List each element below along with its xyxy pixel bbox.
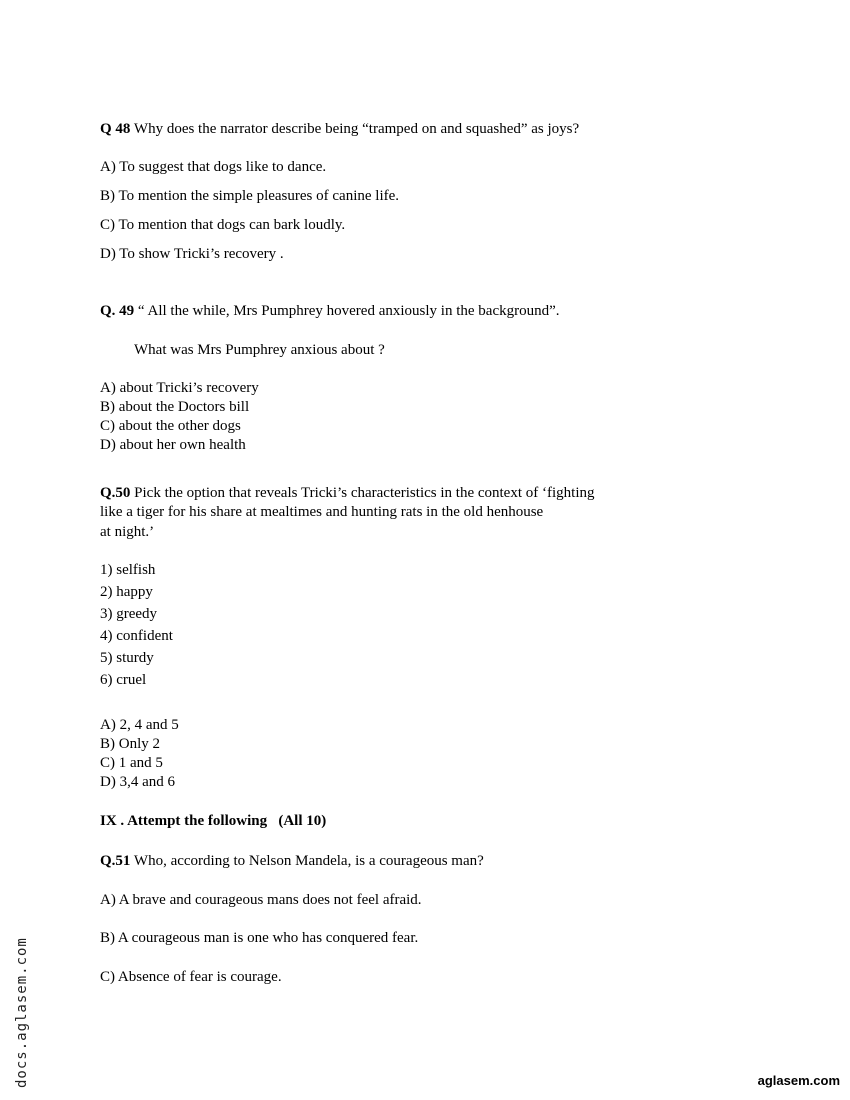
- question-50: [100, 484, 594, 502]
- trait-item: 2) happy: [100, 584, 153, 600]
- question-number: Q 48: [100, 121, 131, 137]
- option-d: D) 3,4 and 6: [100, 774, 175, 790]
- trait-item: 3) greedy: [100, 606, 158, 622]
- trait-item: 1) selfish: [100, 562, 156, 578]
- option-a: A) A brave and courageous mans does not feel afraid.: [100, 892, 422, 908]
- trait-item: 4) confident: [100, 628, 173, 644]
- option-d: D) about her own health: [100, 437, 246, 453]
- option-b: B) To mention the simple pleasures of canine life.: [100, 188, 400, 204]
- option-c: C) about the other dogs: [100, 418, 241, 434]
- question-51: [100, 852, 484, 870]
- side-watermark: docs.aglasem.com: [14, 937, 30, 1088]
- trait-item: 6) cruel: [100, 672, 147, 688]
- question-48: [100, 120, 579, 138]
- question-number: Q.50: [100, 485, 131, 501]
- option-c: C) 1 and 5: [100, 755, 163, 771]
- question-text-line-2: like a tiger for his share at mealtimes and hunting rats in the old henhouse: [100, 504, 544, 520]
- option-b: B) about the Doctors bill: [100, 399, 250, 415]
- question-quote: “ All the while, Mrs Pumphrey hovered anxiously in the background”.: [137, 303, 560, 319]
- trait-item: 5) sturdy: [100, 650, 154, 666]
- question-text-line-3: at night.’: [100, 524, 155, 540]
- option-b: B) A courageous man is one who has conquered fear.: [100, 930, 419, 946]
- brand-watermark: aglasem.com: [757, 1073, 840, 1088]
- question-number: Q.51: [100, 853, 131, 869]
- option-c: C) Absence of fear is courage.: [100, 969, 282, 985]
- option-a: A) about Tricki’s recovery: [100, 380, 259, 396]
- question-text-line-1: Pick the option that reveals Tricki’s characteristics in the context of ‘fighting: [134, 485, 595, 501]
- section-heading: IX . Attempt the following (All 10): [100, 813, 327, 829]
- option-b: B) Only 2: [100, 736, 160, 752]
- option-c: C) To mention that dogs can bark loudly.: [100, 217, 346, 233]
- question-number: Q. 49: [100, 303, 135, 319]
- option-a: A) To suggest that dogs like to dance.: [100, 159, 327, 175]
- option-d: D) To show Tricki’s recovery .: [100, 246, 284, 262]
- question-49: [100, 302, 560, 320]
- option-a: A) 2, 4 and 5: [100, 717, 179, 733]
- question-prompt: What was Mrs Pumphrey anxious about ?: [134, 342, 385, 358]
- question-text: Why does the narrator describe being “tramped on and squashed” as joys?: [133, 121, 580, 137]
- question-text: Who, according to Nelson Mandela, is a courageous man?: [133, 853, 484, 869]
